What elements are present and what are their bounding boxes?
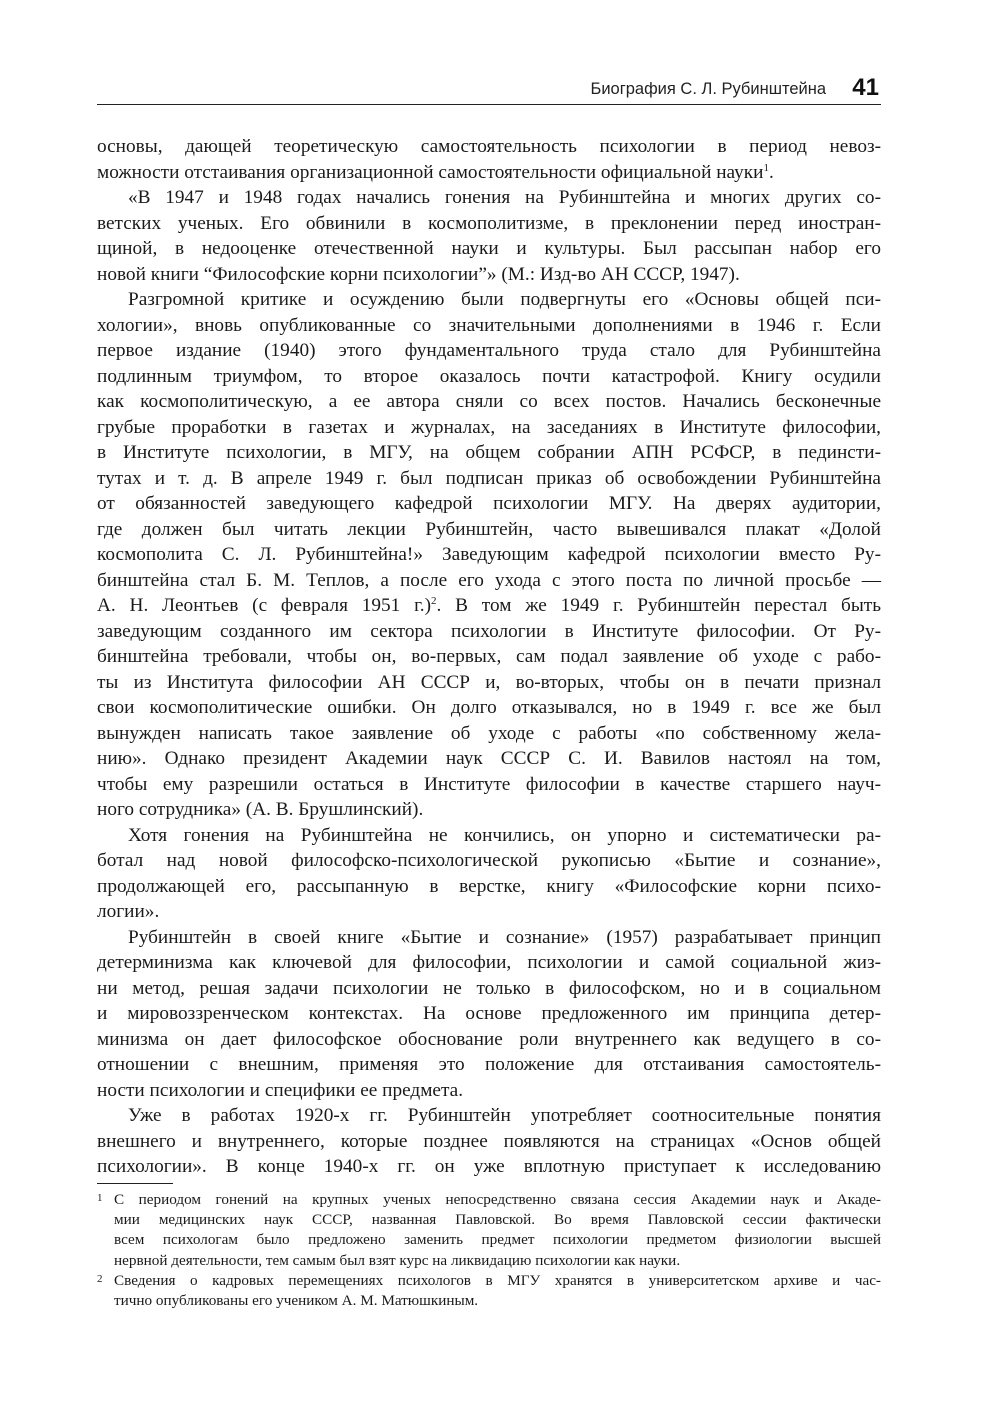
text-line: чтобы ему разрешили остаться в Институте философии в качестве старшего науч- bbox=[97, 773, 881, 795]
text-line: А. Н. Леонтьев (с февраля 1951 г.)$^2$. В том же 1949 г. Рубинштейн перестал быть bbox=[97, 595, 881, 616]
footnote bbox=[97, 1271, 881, 1311]
text-line: где должен был читать лекции Рубинштейн, часто вывешивался плакат «Долой bbox=[97, 518, 881, 540]
text-line: заведующим созданного им сектора психологии в Институте философии. От Ру- bbox=[97, 620, 881, 642]
paragraph bbox=[97, 925, 881, 1104]
text-line: и мировоззренческом контекстах. На основе предложенного им принципа детер- bbox=[97, 1003, 881, 1024]
text-line: ного сотрудника» (А. В. Брушлинский). bbox=[97, 799, 424, 820]
text-line: ботал над новой философско-психологической рукописью «Бытие и сознание», bbox=[97, 850, 881, 871]
text-line: психологии». В конце 1940-х гг. он уже вплотную приступает к исследованию bbox=[97, 1156, 881, 1177]
text-line: ности психологии и специфики ее предмета. bbox=[97, 1079, 464, 1101]
footnote-separator bbox=[97, 1183, 173, 1184]
footnote-line: всем психологам было предложено заменить предмет психологии предметом физиологии высшей bbox=[114, 1231, 881, 1249]
footnote bbox=[97, 1190, 881, 1271]
text-line: основы, дающей теоретическую самостоятельность психологии в период невоз- bbox=[97, 136, 881, 157]
footnote-line: тично опубликованы его учеником А. М. Матюшкиным. bbox=[114, 1292, 479, 1310]
text-line: подлинным триумфом, то второе оказалось почти катастрофой. Книгу осудили bbox=[97, 365, 881, 387]
text-line: тутах и т. д. В апреле 1949 г. был подписан приказ об освобождении Рубинштейна bbox=[97, 467, 881, 489]
text-line: как космополитическую, а ее автора сняли со всех постов. Начались бесконечные bbox=[97, 391, 881, 412]
text-line: в Институте психологии, в МГУ, на общем собрании АПН РСФСР, в пединсти- bbox=[97, 442, 881, 463]
footnote-ref: 2 bbox=[431, 595, 437, 607]
text-line: минизма он дает философское обоснование роли внутреннего как ведущего в со- bbox=[97, 1028, 881, 1050]
text-line: хологии», вновь опубликованные со значительными дополнениями в 1946 г. Если bbox=[97, 314, 881, 336]
page-number: 41 bbox=[852, 74, 879, 101]
footnote-number: 2 bbox=[97, 1272, 103, 1285]
text-line: свои космополитические ошибки. Он долго отказывался, но в 1949 г. все же был bbox=[97, 697, 881, 718]
text-line: Разгромной критике и осуждению были подвергнуты его «Основы общей пси- bbox=[128, 289, 881, 310]
text-line: можности отстаивания организационной самостоятельности официальной науки$^1$. bbox=[97, 161, 774, 183]
paragraph bbox=[97, 823, 881, 925]
running-head bbox=[97, 74, 881, 105]
text-line: внешнего и внутреннего, которые позднее появляются на страницах «Основ общей bbox=[97, 1130, 881, 1152]
text-line: Рубинштейн в своей книге «Бытие и сознание» (1957) разрабатывает принцип bbox=[128, 926, 881, 948]
text-line: от обязанностей заведующего кафедрой психологии МГУ. На дверях аудитории, bbox=[97, 493, 881, 514]
running-title: Биография С. Л. Рубинштейна bbox=[590, 80, 826, 98]
footnote-line: Сведения о кадровых перемещениях психологов в МГУ хранятся в университетском архиве и час- bbox=[114, 1271, 881, 1289]
footnote-line: мии медицинских наук СССР, названная Павловской. Во время Павловской сессии фактически bbox=[114, 1211, 881, 1229]
footnote-number: 1 bbox=[97, 1192, 103, 1204]
text-line: логии». bbox=[97, 901, 160, 922]
text-line: новой книги “Философские корни психологии”» (М.: Изд-во АН СССР, 1947). bbox=[97, 263, 740, 285]
text-line: детерминизма как ключевой для философии, психологии и самой социальной жиз- bbox=[97, 952, 881, 973]
text-line: щиной, в недооценке отечественной науки и культуры. Был рассыпан набор его bbox=[97, 238, 881, 259]
text-line: продолжающей его, рассыпанную в верстке, книгу «Философские корни психо- bbox=[97, 875, 881, 897]
paragraph bbox=[97, 1103, 881, 1180]
footnote-line: нервной деятельности, тем самым был взят курс на ликвидацию психологии как науки. bbox=[114, 1251, 681, 1269]
text-line: отношении с внешним, применяя это положение для отстаивания самостоятель- bbox=[97, 1054, 881, 1075]
text-line: первое издание (1940) этого фундаментального труда стало для Рубинштейна bbox=[97, 340, 881, 361]
text-line: вынужден написать такое заявление об уходе с работы «по собственному жела- bbox=[97, 722, 881, 744]
text-line: нию». Однако президент Академии наук СССР С. И. Вавилов настоял на том, bbox=[97, 748, 881, 769]
text-line: Уже в работах 1920-х гг. Рубинштейн употребляет соотносительные понятия bbox=[128, 1105, 881, 1126]
text-line: ни метод, решая задачи психологии не только в философском, но и в социальном bbox=[97, 977, 881, 999]
text-line: космополита С. Л. Рубинштейна!» Заведующим кафедрой психологии вместо Ру- bbox=[97, 544, 881, 565]
text-line: бинштейна требовали, чтобы он, во-первых, сам подал заявление об уходе с рабо- bbox=[97, 646, 881, 667]
text-line: «В 1947 и 1948 годах начались гонения на Рубинштейна и многих других со- bbox=[128, 187, 881, 208]
paragraph bbox=[97, 134, 881, 185]
footnotes bbox=[97, 1190, 881, 1311]
paragraph bbox=[97, 287, 881, 823]
body-text bbox=[97, 134, 881, 1180]
paragraph bbox=[97, 185, 881, 287]
text-line: грубые проработки в газетах и журналах, на заседаниях в Институте философии, bbox=[97, 416, 881, 438]
footnote-line: С периодом гонений на крупных ученых непосредственно связана сессия Академии наук и Акаде- bbox=[114, 1191, 881, 1208]
text-line: бинштейна стал Б. М. Теплов, а после его ухода с этого поста по личной просьбе — bbox=[97, 569, 881, 591]
footnote-ref: 1 bbox=[763, 161, 769, 174]
text-line: ветских ученых. Его обвинили в космополитизме, в преклонении перед иностран- bbox=[97, 212, 881, 234]
text-line: Хотя гонения на Рубинштейна не кончились, он упорно и систематически ра- bbox=[128, 824, 881, 846]
text-line: ты из Института философии АН СССР и, во-вторых, чтобы он в печати признал bbox=[97, 671, 881, 693]
